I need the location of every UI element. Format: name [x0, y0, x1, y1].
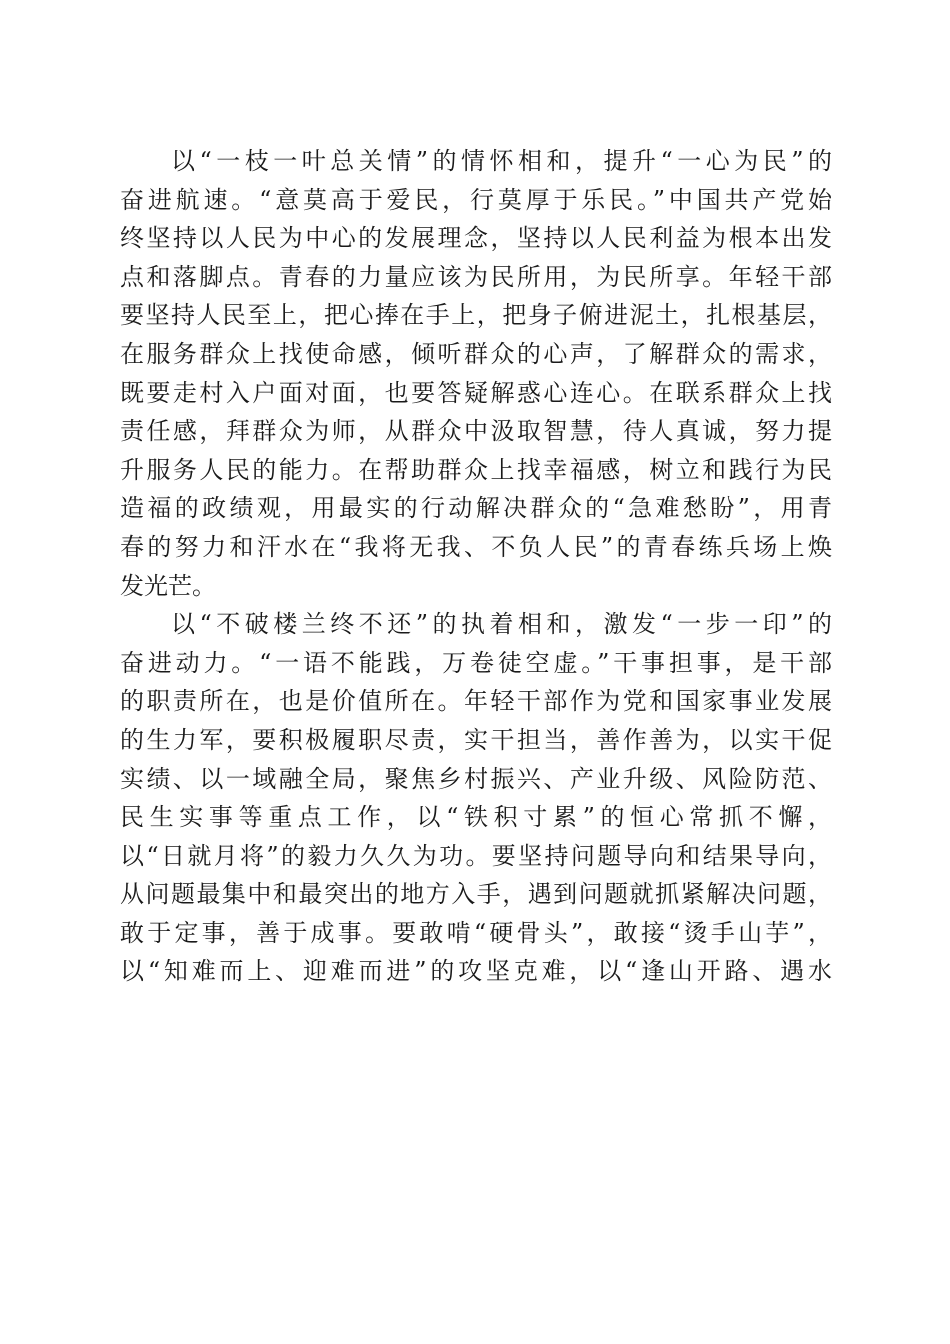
paragraph-line: 从问题最集中和最突出的地方入手，遇到问题就抓紧解决问题，: [120, 880, 832, 909]
paragraph-line: 点和落脚点。青春的力量应该为民所用，为民所享。年轻干部: [120, 262, 832, 291]
paragraph-line: 要坚持人民至上，把心捧在手上，把身子俯进泥土，扎根基层，: [120, 301, 832, 330]
paragraph-line: 的职责所在，也是价值所在。年轻干部作为党和国家事业发展: [120, 687, 832, 716]
paragraph-line: 奋进航速。“意莫高于爱民，行莫厚于乐民。”中国共产党始: [120, 185, 832, 214]
paragraph-line: 的生力军，要积极履职尽责，实干担当，善作善为，以实干促: [120, 725, 832, 754]
document-body: [120, 142, 832, 991]
paragraph-line: 以“不破楼兰终不还”的执着相和，激发“一步一印”的: [171, 610, 832, 639]
paragraph-line: 造福的政绩观，用最实的行动解决群众的“急难愁盼”，用青: [120, 494, 832, 523]
paragraph-line: 发光芒。: [120, 571, 216, 600]
paragraph-line: 敢于定事，善于成事。要敢啃“硬骨头”，敢接“烫手山芋”，: [120, 918, 832, 947]
paragraph-line: 责任感，拜群众为师，从群众中汲取智慧，待人真诚，努力提: [120, 417, 832, 446]
paragraph-line: 奋进动力。“一语不能践，万卷徒空虚。”干事担事，是干部: [120, 648, 832, 677]
paragraph-line: 春的努力和汗水在“我将无我、不负人民”的青春练兵场上焕: [120, 532, 832, 561]
paragraph-1: [120, 142, 832, 605]
paragraph-line: 以“知难而上、迎难而进”的攻坚克难，以“逢山开路、遇水: [120, 957, 832, 986]
paragraph-line: 实绩、以一域融全局，聚焦乡村振兴、产业升级、风险防范、: [120, 764, 832, 793]
paragraph-2: [120, 605, 832, 991]
paragraph-line: 升服务人民的能力。在帮助群众上找幸福感，树立和践行为民: [120, 455, 832, 484]
paragraph-line: 既要走村入户面对面，也要答疑解惑心连心。在联系群众上找: [120, 378, 832, 407]
paragraph-line: 以“日就月将”的毅力久久为功。要坚持问题导向和结果导向，: [120, 841, 832, 870]
paragraph-line: 民生实事等重点工作，以“铁积寸累”的恒心常抓不懈，: [120, 803, 832, 832]
paragraph-line: 在服务群众上找使命感，倾听群众的心声，了解群众的需求，: [120, 339, 832, 368]
paragraph-line: 终坚持以人民为中心的发展理念，坚持以人民利益为根本出发: [120, 224, 832, 253]
paragraph-line: 以“一枝一叶总关情”的情怀相和，提升“一心为民”的: [171, 147, 832, 175]
